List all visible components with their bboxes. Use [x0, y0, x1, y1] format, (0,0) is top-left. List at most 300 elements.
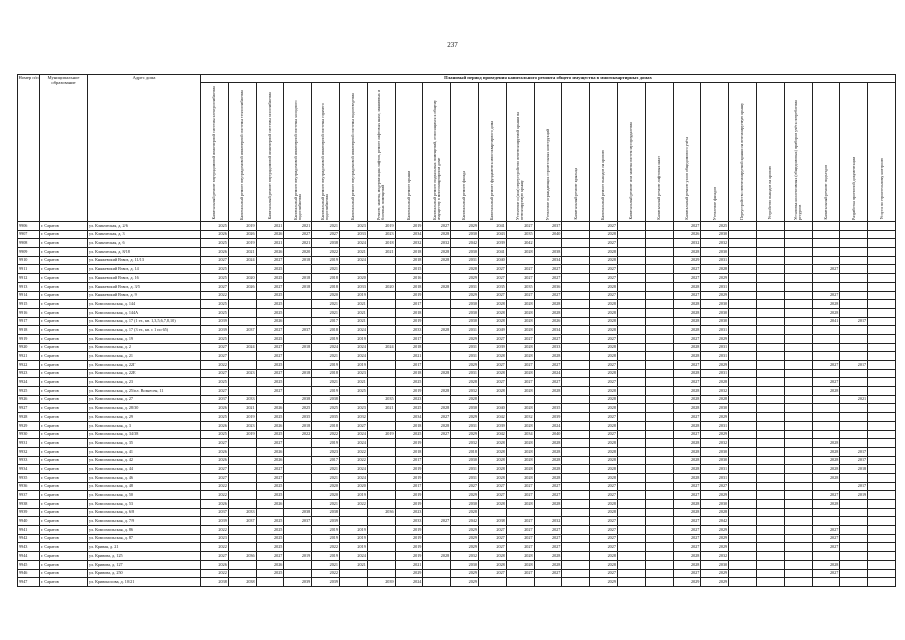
row-year-cell: 2025 — [201, 222, 229, 231]
row-year-cell — [506, 395, 534, 404]
row-year-cell: 2026 — [228, 282, 256, 291]
row-year-cell — [756, 578, 784, 587]
row-year-cell: 2024 — [312, 343, 340, 352]
row-year-cell: 2028 — [534, 447, 562, 456]
row-year-cell: 2030 — [451, 500, 479, 509]
row-address: ул. Комсомольская, д. 86 — [88, 526, 201, 535]
table-row — [18, 369, 896, 378]
row-year-cell — [367, 526, 395, 535]
row-year-cell — [367, 300, 395, 309]
row-year-cell: 2029 — [701, 569, 729, 578]
row-year-cell — [562, 343, 590, 352]
row-year-cell — [367, 473, 395, 482]
row-year-cell — [562, 326, 590, 335]
row-year-cell: 2027 — [673, 413, 701, 422]
row-year-cell — [423, 395, 451, 404]
row-year-cell — [617, 352, 645, 361]
row-year-cell: 2019 — [395, 291, 423, 300]
row-year-cell — [645, 317, 673, 326]
row-year-cell — [562, 578, 590, 587]
row-year-cell: 2028 — [590, 560, 618, 569]
row-year-cell: 2027 — [534, 526, 562, 535]
table-row — [18, 300, 896, 309]
row-year-cell — [784, 456, 812, 465]
row-year-cell: 2037 — [284, 326, 312, 335]
row-year-cell — [423, 334, 451, 343]
row-municipality: г. Саратов — [40, 473, 88, 482]
row-year-cell: 2027 — [673, 291, 701, 300]
row-year-cell — [339, 569, 367, 578]
header-work-2 — [256, 83, 284, 222]
row-year-cell — [756, 343, 784, 352]
row-number: 9928 — [18, 413, 40, 422]
row-year-cell: 2028 — [478, 387, 506, 396]
row-year-cell: 2027 — [590, 543, 618, 552]
row-year-cell: 2022 — [312, 430, 340, 439]
row-year-cell: 2027 — [673, 222, 701, 231]
row-number: 9947 — [18, 578, 40, 587]
row-year-cell: 2029 — [451, 430, 479, 439]
header-work-11 — [506, 83, 534, 222]
row-year-cell — [228, 473, 256, 482]
row-number: 9945 — [18, 560, 40, 569]
row-year-cell: 2027 — [256, 552, 284, 561]
row-year-cell: 2020 — [312, 491, 340, 500]
row-year-cell: 2039 — [201, 326, 229, 335]
row-address: ул. Клинческая, д. 3 — [88, 230, 201, 239]
row-address: ул. Кривова, д. 127 — [88, 560, 201, 569]
row-year-cell: 2027 — [423, 517, 451, 526]
row-year-cell: 2019 — [312, 387, 340, 396]
row-year-cell — [812, 248, 840, 257]
header-work-18 — [701, 83, 729, 222]
row-year-cell — [284, 569, 312, 578]
row-year-cell: 2027 — [506, 274, 534, 283]
row-year-cell — [840, 230, 868, 239]
row-year-cell: 2028 — [451, 378, 479, 387]
row-year-cell — [534, 508, 562, 517]
row-year-cell: 2024 — [339, 352, 367, 361]
row-year-cell — [729, 222, 757, 231]
row-year-cell — [756, 404, 784, 413]
row-year-cell: 2023 — [201, 534, 229, 543]
row-year-cell — [423, 526, 451, 535]
row-year-cell — [562, 526, 590, 535]
row-year-cell: 2031 — [451, 326, 479, 335]
table-row — [18, 560, 896, 569]
row-year-cell: 2041 — [478, 222, 506, 231]
row-year-cell — [868, 230, 896, 239]
row-year-cell — [367, 265, 395, 274]
row-year-cell: 2019 — [339, 543, 367, 552]
row-year-cell — [729, 369, 757, 378]
row-year-cell — [617, 395, 645, 404]
row-year-cell — [367, 308, 395, 317]
row-year-cell — [367, 413, 395, 422]
row-year-cell: 2029 — [451, 543, 479, 552]
row-year-cell — [840, 265, 868, 274]
row-year-cell — [228, 465, 256, 474]
row-number: 9933 — [18, 456, 40, 465]
row-address: ул. Княжевский Взвоз, д. 14 — [88, 265, 201, 274]
row-year-cell — [367, 317, 395, 326]
row-year-cell: 2029 — [451, 361, 479, 370]
row-year-cell: 2028 — [673, 465, 701, 474]
row-year-cell: 2032 — [451, 439, 479, 448]
row-year-cell — [784, 439, 812, 448]
row-year-cell — [868, 282, 896, 291]
row-year-cell: 2030 — [701, 308, 729, 317]
row-year-cell: 2039 — [312, 517, 340, 526]
row-year-cell — [756, 326, 784, 335]
row-year-cell: 2028 — [423, 404, 451, 413]
row-year-cell: 2025 — [701, 222, 729, 231]
row-year-cell — [645, 404, 673, 413]
row-year-cell — [729, 361, 757, 370]
row-year-cell: 2027 — [590, 361, 618, 370]
row-year-cell: 2027 — [201, 473, 229, 482]
repair-schedule-table-wrap — [17, 74, 895, 587]
row-year-cell — [617, 526, 645, 535]
row-year-cell: 2025 — [312, 404, 340, 413]
row-year-cell — [617, 456, 645, 465]
table-row — [18, 222, 896, 231]
table-row — [18, 317, 896, 326]
row-year-cell: 2025 — [201, 413, 229, 422]
row-year-cell — [784, 560, 812, 569]
row-number: 9920 — [18, 343, 40, 352]
row-year-cell — [784, 543, 812, 552]
row-year-cell: 2029 — [673, 578, 701, 587]
row-year-cell — [868, 404, 896, 413]
row-year-cell: 2022 — [201, 569, 229, 578]
row-year-cell: 2026 — [256, 421, 284, 430]
row-year-cell: 2017 — [312, 456, 340, 465]
row-year-cell: 2029 — [451, 334, 479, 343]
row-year-cell — [840, 256, 868, 265]
row-year-cell — [868, 378, 896, 387]
row-year-cell — [284, 447, 312, 456]
table-row — [18, 352, 896, 361]
row-year-cell: 2019 — [312, 552, 340, 561]
row-year-cell: 2018 — [312, 326, 340, 335]
row-year-cell — [812, 508, 840, 517]
row-municipality: г. Саратов — [40, 248, 88, 257]
row-year-cell — [562, 534, 590, 543]
row-year-cell — [868, 447, 896, 456]
row-year-cell — [729, 552, 757, 561]
row-year-cell — [617, 282, 645, 291]
row-year-cell: 2027 — [673, 430, 701, 439]
row-year-cell — [756, 413, 784, 422]
row-year-cell — [729, 526, 757, 535]
row-year-cell — [784, 404, 812, 413]
row-year-cell: 2031 — [451, 465, 479, 474]
row-year-cell: 2028 — [590, 465, 618, 474]
row-year-cell: 2028 — [812, 387, 840, 396]
row-year-cell: 2018 — [312, 274, 340, 283]
row-year-cell: 2021 — [284, 222, 312, 231]
row-year-cell — [284, 291, 312, 300]
row-year-cell — [784, 282, 812, 291]
row-municipality: г. Саратов — [40, 447, 88, 456]
row-year-cell: 2024 — [339, 256, 367, 265]
row-address: ул. Комсомольская, д. 144 — [88, 300, 201, 309]
row-year-cell: 2019 — [395, 222, 423, 231]
row-year-cell — [868, 395, 896, 404]
row-year-cell: 2028 — [673, 395, 701, 404]
row-year-cell: 2027 — [673, 569, 701, 578]
row-year-cell: 2028 — [478, 473, 506, 482]
row-year-cell — [562, 421, 590, 430]
row-year-cell — [617, 369, 645, 378]
row-year-cell: 2020 — [228, 274, 256, 283]
row-year-cell: 2032 — [701, 552, 729, 561]
row-year-cell: 2019 — [312, 526, 340, 535]
row-year-cell — [562, 256, 590, 265]
row-year-cell — [562, 413, 590, 422]
row-year-cell — [784, 569, 812, 578]
row-year-cell: 2028 — [590, 369, 618, 378]
row-year-cell: 2028 — [423, 421, 451, 430]
row-year-cell — [645, 500, 673, 509]
row-year-cell: 2028 — [590, 473, 618, 482]
row-year-cell: 2021 — [840, 395, 868, 404]
row-year-cell — [367, 560, 395, 569]
row-year-cell: 2030 — [451, 560, 479, 569]
row-municipality: г. Саратов — [40, 308, 88, 317]
row-number: 9946 — [18, 569, 40, 578]
row-year-cell: 2028 — [673, 560, 701, 569]
row-year-cell: 2019 — [228, 413, 256, 422]
row-year-cell — [645, 326, 673, 335]
row-address: ул. Клинческая, д. 6 — [88, 239, 201, 248]
row-year-cell — [756, 560, 784, 569]
row-year-cell: 2027 — [590, 413, 618, 422]
row-year-cell — [812, 334, 840, 343]
row-year-cell: 2028 — [478, 300, 506, 309]
row-year-cell: 2028 — [506, 439, 534, 448]
row-year-cell: 2019 — [228, 430, 256, 439]
row-year-cell — [423, 569, 451, 578]
row-year-cell: 2028 — [673, 308, 701, 317]
row-year-cell — [284, 456, 312, 465]
row-year-cell — [868, 508, 896, 517]
row-year-cell — [756, 248, 784, 257]
row-address: ул. Комсомольская, д. 41 — [88, 447, 201, 456]
row-year-cell: 2027 — [256, 352, 284, 361]
row-year-cell: 2029 — [701, 578, 729, 587]
table-row — [18, 239, 896, 248]
row-year-cell: 2030 — [451, 456, 479, 465]
row-year-cell — [756, 447, 784, 456]
row-year-cell: 2030 — [451, 300, 479, 309]
row-year-cell: 2028 — [590, 343, 618, 352]
row-year-cell: 2028 — [590, 308, 618, 317]
row-year-cell — [506, 256, 534, 265]
row-year-cell: 2028 — [423, 248, 451, 257]
row-year-cell — [645, 274, 673, 283]
row-year-cell — [562, 230, 590, 239]
row-year-cell: 2019 — [395, 473, 423, 482]
row-year-cell — [868, 439, 896, 448]
row-year-cell: 2029 — [451, 491, 479, 500]
row-year-cell: 2021 — [256, 239, 284, 248]
row-year-cell — [339, 395, 367, 404]
row-year-cell: 2028 — [590, 300, 618, 309]
row-year-cell — [367, 352, 395, 361]
row-address: ул. Комсомольская, д. 42 — [88, 456, 201, 465]
row-year-cell: 2027 — [590, 534, 618, 543]
row-year-cell: 2036 — [367, 508, 395, 517]
row-number: 9939 — [18, 508, 40, 517]
row-year-cell — [367, 543, 395, 552]
header-work-label: Устройство выходов на кровлю — [767, 166, 773, 220]
row-number: 9909 — [18, 248, 40, 257]
table-row — [18, 378, 896, 387]
row-year-cell: 2027 — [506, 534, 534, 543]
row-address: ул. Клинческая, д. 8/18 — [88, 248, 201, 257]
row-year-cell: 2027 — [478, 361, 506, 370]
row-year-cell — [534, 239, 562, 248]
row-year-cell: 2032 — [534, 517, 562, 526]
row-year-cell — [645, 222, 673, 231]
row-year-cell — [784, 500, 812, 509]
row-year-cell: 2027 — [256, 473, 284, 482]
row-year-cell: 2027 — [478, 291, 506, 300]
row-year-cell: 2027 — [284, 230, 312, 239]
row-year-cell — [562, 439, 590, 448]
row-year-cell: 2024 — [228, 256, 256, 265]
row-year-cell — [367, 491, 395, 500]
row-year-cell: 2027 — [673, 265, 701, 274]
row-year-cell — [868, 248, 896, 257]
row-year-cell — [729, 265, 757, 274]
row-year-cell: 2027 — [478, 334, 506, 343]
row-year-cell — [617, 265, 645, 274]
row-year-cell: 2027 — [534, 491, 562, 500]
row-year-cell: 2021 — [395, 560, 423, 569]
row-year-cell: 2027 — [590, 482, 618, 491]
row-year-cell: 2027 — [590, 378, 618, 387]
row-year-cell: 2029 — [701, 543, 729, 552]
table-row — [18, 404, 896, 413]
row-year-cell — [284, 482, 312, 491]
row-year-cell: 2022 — [201, 491, 229, 500]
row-year-cell — [812, 578, 840, 587]
row-year-cell — [645, 560, 673, 569]
row-year-cell: 2027 — [451, 482, 479, 491]
row-year-cell: 2030 — [701, 500, 729, 509]
row-year-cell — [784, 343, 812, 352]
header-work-15 — [617, 83, 645, 222]
row-year-cell: 2028 — [590, 326, 618, 335]
row-address: ул. Комсомольская, д. 3 — [88, 421, 201, 430]
row-year-cell — [562, 473, 590, 482]
row-year-cell — [506, 578, 534, 587]
row-address: ул. Княжевский Взвоз, д. 16 — [88, 274, 201, 283]
row-year-cell: 2031 — [451, 343, 479, 352]
row-number: 9926 — [18, 395, 40, 404]
table-row — [18, 456, 896, 465]
row-municipality: г. Саратов — [40, 334, 88, 343]
row-year-cell — [729, 517, 757, 526]
row-year-cell — [784, 352, 812, 361]
row-year-cell — [562, 543, 590, 552]
row-year-cell: 2033 — [228, 395, 256, 404]
row-year-cell — [228, 456, 256, 465]
row-year-cell: 2021 — [339, 317, 367, 326]
row-address: ул. Комсомольская, д. 144А — [88, 308, 201, 317]
row-year-cell: 2028 — [673, 282, 701, 291]
row-year-cell: 2038 — [312, 395, 340, 404]
row-year-cell: 2027 — [478, 274, 506, 283]
header-work-label: Капитальный ремонт выходов на кровлю — [600, 149, 606, 220]
row-year-cell — [812, 404, 840, 413]
row-year-cell — [617, 447, 645, 456]
row-year-cell: 2025 — [256, 274, 284, 283]
row-year-cell — [617, 317, 645, 326]
row-year-cell: 2025 — [395, 378, 423, 387]
row-year-cell: 2019 — [312, 439, 340, 448]
row-year-cell — [840, 508, 868, 517]
row-year-cell: 2025 — [256, 491, 284, 500]
row-municipality: г. Саратов — [40, 439, 88, 448]
row-year-cell — [756, 395, 784, 404]
row-municipality: г. Саратов — [40, 291, 88, 300]
row-year-cell: 2028 — [423, 282, 451, 291]
row-year-cell: 2028 — [506, 369, 534, 378]
row-year-cell — [840, 274, 868, 283]
row-year-cell: 2027 — [506, 334, 534, 343]
row-number: 9912 — [18, 274, 40, 283]
row-year-cell — [423, 274, 451, 283]
row-year-cell: 2038 — [534, 248, 562, 257]
row-year-cell: 2028 — [423, 326, 451, 335]
row-year-cell: 2027 — [201, 387, 229, 396]
header-work-label: Капитальный ремонт лифтовых шахт — [656, 156, 662, 220]
header-work-label: Капитальный ремонт внутридомовой инженерной системы электроснабжения — [211, 86, 217, 220]
row-year-cell: 2029 — [701, 274, 729, 283]
table-row — [18, 265, 896, 274]
row-address: ул. Кривова, д. 250 — [88, 569, 201, 578]
header-work-label: Утепление ограждающих строительных конструкций — [544, 128, 550, 220]
row-year-cell — [562, 282, 590, 291]
row-year-cell — [423, 560, 451, 569]
row-year-cell — [729, 352, 757, 361]
row-year-cell — [729, 248, 757, 257]
row-year-cell: 2028 — [590, 421, 618, 430]
row-year-cell: 2033 — [534, 343, 562, 352]
row-year-cell: 2029 — [451, 526, 479, 535]
row-year-cell: 2017 — [840, 317, 868, 326]
row-year-cell — [729, 378, 757, 387]
row-year-cell — [423, 508, 451, 517]
row-year-cell — [284, 526, 312, 535]
table-row — [18, 256, 896, 265]
header-work-13 — [562, 83, 590, 222]
row-address: ул. Комсомольская, д. 48 — [88, 482, 201, 491]
row-year-cell — [784, 274, 812, 283]
row-year-cell — [645, 517, 673, 526]
row-year-cell — [840, 378, 868, 387]
row-year-cell — [729, 543, 757, 552]
row-year-cell — [756, 569, 784, 578]
row-year-cell: 2028 — [451, 395, 479, 404]
row-address: ул. Комсомольская, д. 7/9 — [88, 517, 201, 526]
row-year-cell — [784, 369, 812, 378]
row-year-cell: 2027 — [812, 569, 840, 578]
